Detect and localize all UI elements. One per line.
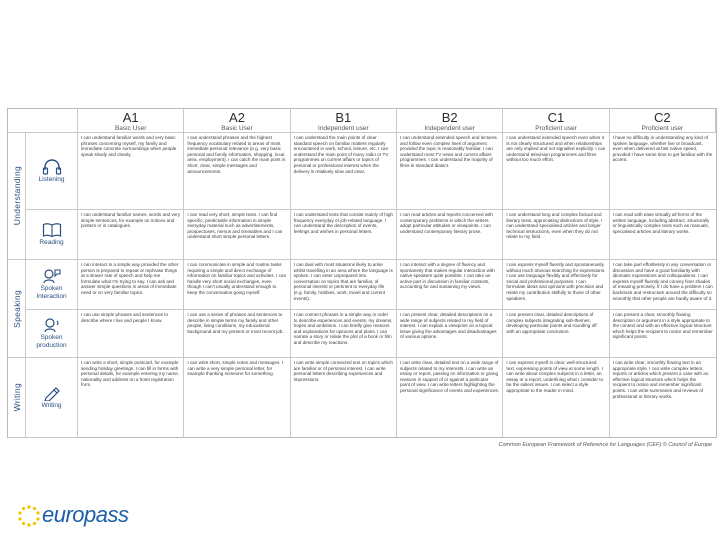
- category-understanding: [8, 133, 26, 260]
- descriptor-reading-c2: I can read with ease virtually all forms of the written language, including abstract, structurally or linguistically complex texts such as manuals, specialised articles and literary works.: [610, 210, 716, 260]
- pen-icon: [42, 385, 62, 401]
- cefr-self-assessment-grid: [7, 108, 717, 438]
- logo-text: europass: [42, 502, 129, 527]
- category-speaking: [8, 260, 26, 358]
- level-header-a1: [78, 109, 184, 133]
- level-header-c2: [610, 109, 716, 133]
- descriptor-listening-b1: I can understand the main points of clear standard speech on familiar matters regularly encountered in work, school, leisure, etc. I can understand the main point of many radio or TV programmes on current affairs or topics of personal or professional interest when the delivery is relatively slow and clear.: [291, 133, 397, 210]
- category-label: Understanding: [11, 166, 22, 226]
- eu-stars-icon: [14, 504, 44, 530]
- level-code: C1: [547, 110, 565, 125]
- conversation-icon: [42, 268, 62, 284]
- level-code: B2: [441, 110, 458, 125]
- descriptor-listening-a2: I can understand phrases and the highest frequency vocabulary related to areas of most immediate personal relevance (e.g. very basic personal and family information, shopping, local area, employment). I can catch the main point in short, clear, simple messages and announcements.: [184, 133, 290, 210]
- category-label: Speaking: [11, 289, 22, 328]
- level-header-c1: [503, 109, 609, 133]
- descriptor-spoken-interaction-a2: I can communicate in simple and routine tasks requiring a simple and direct exchange of information on familiar topics and activities. I can handle very short social exchanges, even though I can't usually understand enough to keep the conversation going myself.: [184, 260, 290, 310]
- descriptor-spoken-production-a2: I can use a series of phrases and sentences to describe in simple terms my family and other people, living conditions, my educational background and my present or most recent job.: [184, 310, 290, 358]
- category-writing: [8, 358, 26, 438]
- level-label: Independent user: [318, 125, 369, 132]
- descriptor-reading-a1: I can understand familiar names, words and very simple sentences, for example on notices and posters or in catalogues.: [78, 210, 184, 260]
- descriptor-spoken-production-b1: I can connect phrases in a simple way in order to describe experiences and events, my dreams, hopes and ambitions. I can briefly give reasons and explanations for opinions and plans. I can narrate a story or relate the plot of a book or film and describe my reactions.: [291, 310, 397, 358]
- skill-label: Listening: [38, 175, 65, 183]
- descriptor-reading-b2: I can read articles and reports concerned with contemporary problems in which the writers adopt particular attitudes or viewpoints. I can understand contemporary literary prose.: [397, 210, 503, 260]
- level-code: B1: [335, 110, 352, 125]
- skill-spoken-interaction: [26, 260, 78, 310]
- copyright-credit: Common European Framework of Reference for Languages (CEF) © Council of Europe: [498, 442, 712, 448]
- descriptor-listening-c1: I can understand extended speech even when it is not clearly structured and when relationships are only implied and not signalled explicitly. I can understand television programmes and films without too much effort.: [503, 133, 609, 210]
- descriptor-writing-a1: I can write a short, simple postcard, for example sending holiday greetings. I can fill in forms with personal details, for example entering my name, nationality and address on a hotel registration form.: [78, 358, 184, 438]
- descriptor-writing-c1: I can express myself in clear, well-structured text, expressing points of view at some length. I can write about complex subjects in a letter, an essay or a report, underlining what I consider to be the salient issues. I can select a style appropriate to the reader in mind.: [503, 358, 609, 438]
- skill-reading: [26, 210, 78, 260]
- descriptor-spoken-interaction-a1: I can interact in a simple way provided the other person is prepared to repeat or rephrase things at a slower rate of speech and help me formulate what I'm trying to say. I can ask and answer simple questions in areas of immediate need or on very familiar topics.: [78, 260, 184, 310]
- descriptor-spoken-production-c1: I can present clear, detailed descriptions of complex subjects integrating sub-themes, developing particular points and rounding off with an appropriate conclusion.: [503, 310, 609, 358]
- descriptor-listening-b2: I can understand extended speech and lectures and follow even complex lines of argument provided the topic is reasonably familiar. I can understand most TV news and current affairs programmes. I can understand the majority of films in standard dialect.: [397, 133, 503, 210]
- europass-logo: [14, 502, 129, 532]
- skill-label: Writing: [41, 402, 62, 409]
- book-icon: [42, 222, 62, 238]
- descriptor-writing-a2: I can write short, simple notes and messages. I can write a very simple personal letter, for example thanking someone for something.: [184, 358, 290, 438]
- level-label: Independent user: [424, 125, 475, 132]
- descriptor-spoken-production-c2: I can present a clear, smoothly flowing description or argument in a style appropriate to the context and with an effective logical structure which helps the recipient to notice and remember significant points.: [610, 310, 716, 358]
- skill-label: Spoken Interaction: [36, 285, 67, 300]
- descriptor-reading-c1: I can understand long and complex factual and literary texts, appreciating distinctions of style. I can understand specialised articles and longer technical instructions, even when they do not relate to my field.: [503, 210, 609, 260]
- level-label: Proficient user: [641, 125, 684, 132]
- descriptor-reading-a2: I can read very short, simple texts. I can find specific, predictable information in simple everyday material such as advertisements, prospectuses, menus and timetables and I can understand short simple personal letters.: [184, 210, 290, 260]
- headphones-icon: [42, 159, 62, 175]
- descriptor-reading-b1: I can understand texts that consist mainly of high frequency everyday or job-related language. I can understand the description of events, feelings and wishes in personal letters.: [291, 210, 397, 260]
- category-label: Writing: [11, 383, 22, 412]
- descriptor-writing-c2: I can write clear, smoothly flowing text in an appropriate style. I can write complex letters, reports or articles which present a case with an effective logical structure which helps the recipient to notice and remember significant points. I can write summaries and reviews of professional or literary works.: [612, 360, 709, 399]
- descriptor-spoken-interaction-c1: I can express myself fluently and spontaneously without much obvious searching for expressions. I can use language flexibly and effectively for social and professional purposes. I can formulate ideas and opinions with precision and relate my contribution skilfully to those of other speakers.: [503, 260, 609, 310]
- descriptor-writing-b1: I can write simple connected text on topics which are familiar or of personal interest. I can write personal letters describing experiences and impressions.: [291, 358, 397, 438]
- descriptor-listening-a1: I can understand familiar words and very basic phrases concerning myself, my family and immediate concrete surroundings when people speak slowly and clearly.: [78, 133, 184, 210]
- skill-listening: [26, 133, 78, 210]
- skill-spoken-production: [26, 310, 78, 358]
- level-code: C2: [654, 110, 671, 125]
- level-header-b1: [291, 109, 397, 133]
- descriptor-listening-c2: I have no difficulty in understanding any kind of spoken language, whether live or broadcast, even when delivered at fast native speed, provided I have some time to get familiar with the accent.: [610, 133, 716, 210]
- skill-writing: [26, 358, 78, 438]
- descriptor-writing-b2: I can write clear, detailed text on a wide range of subjects related to my interests. I can write an essay or report, passing on information or giving reasons in support of or against a particular point of view. I can write letters highlighting the personal significance of events and experiences.: [397, 358, 503, 438]
- speaker-icon: [42, 317, 62, 333]
- level-code: A1: [122, 110, 139, 125]
- level-header-b2: [397, 109, 503, 133]
- level-label: Basic User: [221, 125, 253, 132]
- skill-label: Spoken production: [36, 334, 67, 349]
- level-header-a2: [184, 109, 290, 133]
- grid: [8, 109, 716, 437]
- level-label: Basic User: [114, 125, 147, 132]
- level-code: A2: [229, 110, 245, 125]
- descriptor-spoken-production-b2: I can present clear, detailed descriptions on a wide range of subjects related to my field of interest. I can explain a viewpoint on a topical issue giving the advantages and disadvantages of various options.: [397, 310, 503, 358]
- skill-label: Reading: [39, 239, 64, 246]
- level-label: Proficient user: [535, 125, 577, 132]
- descriptor-spoken-interaction-b2: I can interact with a degree of fluency and spontaneity that makes regular interaction with native speakers quite possible. I can take an active part in discussion in familiar contexts, accounting for and sustaining my views.: [397, 260, 503, 310]
- descriptor-spoken-production-a1: I can use simple phrases and sentences to describe where I live and people I know.: [78, 310, 184, 358]
- descriptor-spoken-interaction-b1: I can deal with most situations likely to arise whilst travelling in an area where the language is spoken. I can enter unprepared into conversation on topics that are familiar, of personal interest or pertinent to everyday life (e.g. family, hobbies, work, travel and current events).: [291, 260, 397, 310]
- header-corner: [8, 109, 78, 133]
- descriptor-spoken-interaction-c2: I can take part effortlessly in any conversation or discussion and have a good familiarity with idiomatic expressions and colloquialisms. I can express myself fluently and convey finer shades of meaning precisely. If I do have a problem I can backtrack and restructure around the difficulty so smoothly that other people are hardly aware of it.: [610, 260, 716, 310]
